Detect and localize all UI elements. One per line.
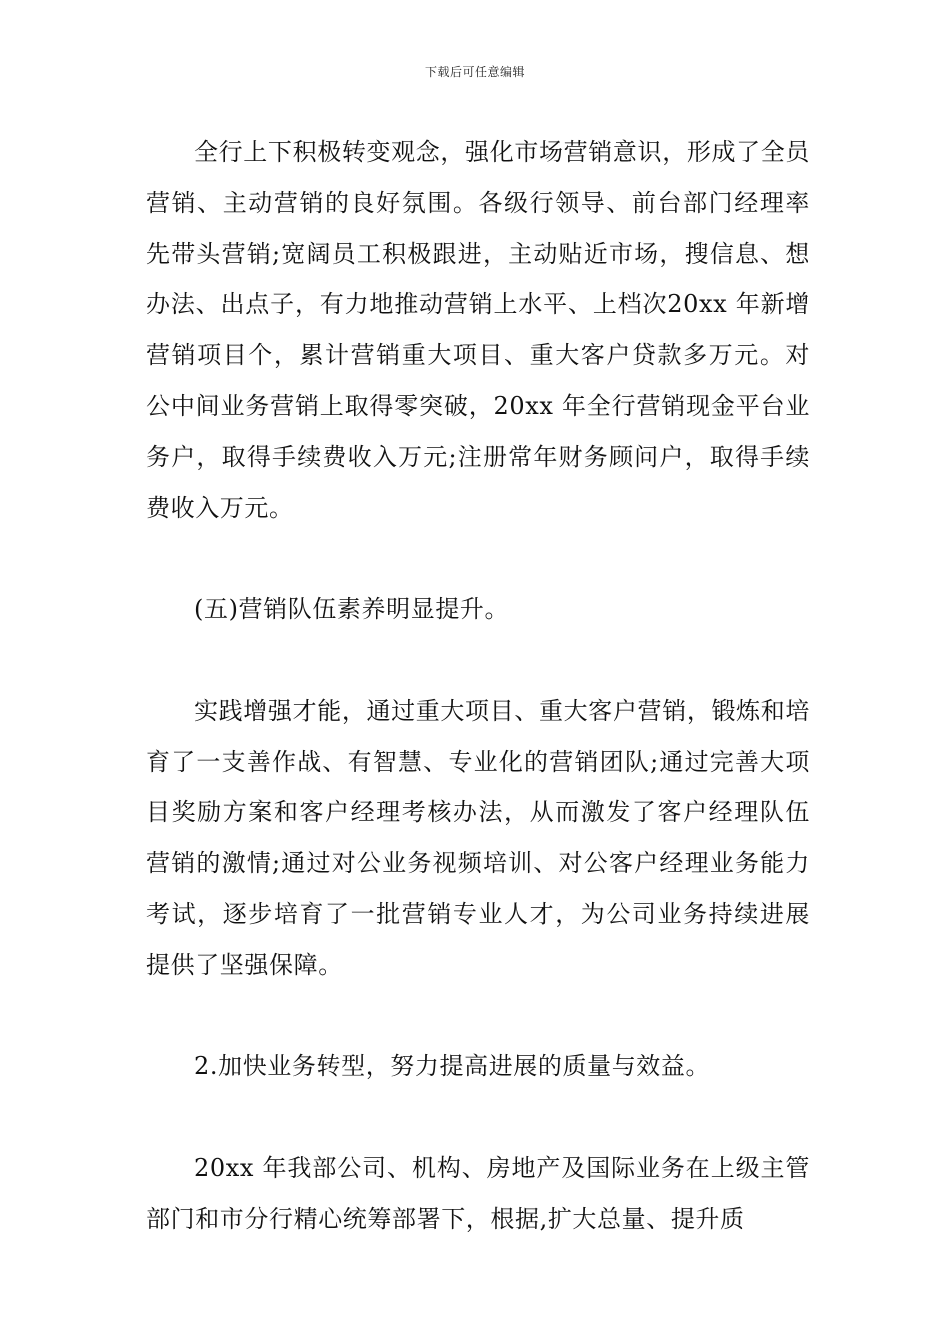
section-heading-team-quality: (五)营销队伍素养明显提升。 (194, 595, 510, 624)
paragraph-business-overview: 20xx 年我部公司、机构、房地产及国际业务在上级主管部门和市分行精心统筹部署下，根据,扩大总量、提升质 (146, 1153, 810, 1233)
paragraph-team-training: 实践增强才能，通过重大项目、重大客户营销，锻炼和培育了一支善作战、有智慧、专业化的营销团队;通过完善大项目奖励方案和客户经理考核办法，从而激发了客户经理队伍营销的激情;通过对公业务视频培训、对公客户经理业务能力考试，逐步培育了一批营销专业人才，为公司业务持续进展提供了坚强保障。 (146, 696, 810, 979)
page-header-note: 下载后可任意编辑 (424, 65, 525, 79)
document-body (146, 127, 810, 1245)
section-heading-business-transformation: 2.加快业务转型，努力提高进展的质量与效益。 (194, 1052, 711, 1081)
paragraph-marketing-awareness: 全行上下积极转变观念，强化市场营销意识，形成了全员营销、主动营销的良好氛围。各级行领导、前台部门经理率先带头营销;宽阔员工积极跟进，主动贴近市场，搜信息、想办法、出点子，有力地推动营销上水平、上档次20xx 年新增营销项目个，累计营销重大项目、重大客户贷款多万元。对公中间业务营销上取得零突破，20xx 年全行营销现金平台业务户，取得手续费收入万元;注册常年财务顾问户，取得手续费收入万元。 (146, 138, 810, 522)
